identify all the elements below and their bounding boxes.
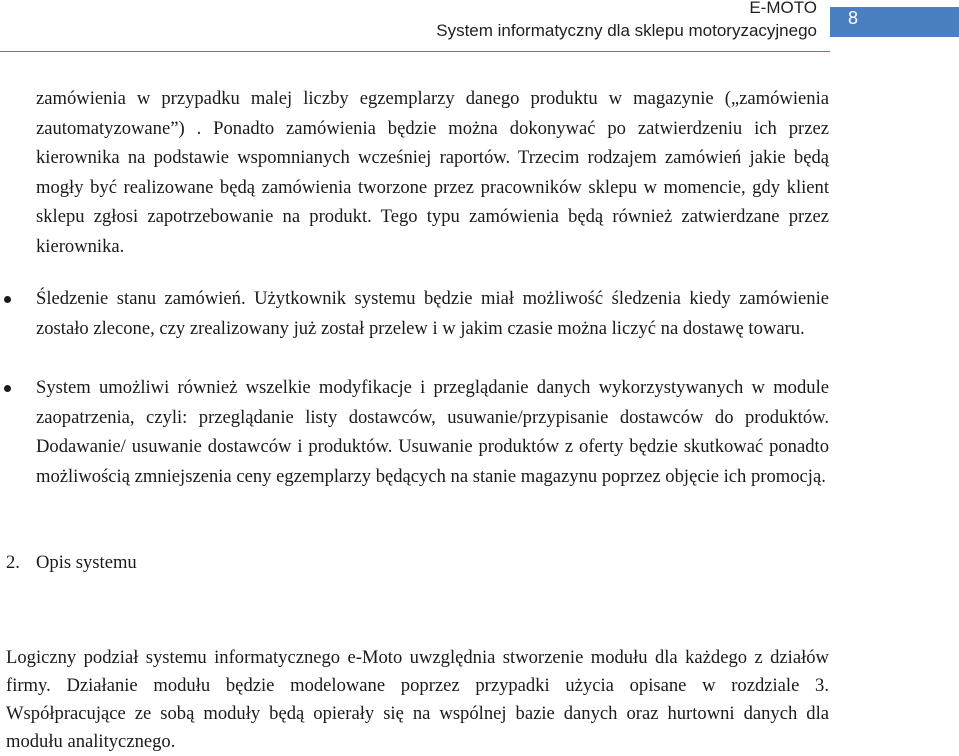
header-divider	[0, 51, 830, 52]
header-title: E-MOTO	[749, 0, 817, 17]
page-number: 8	[847, 8, 858, 28]
final-paragraph: Logiczny podział systemu informatycznego e-Moto uwzględnia stworzenie modułu dla każdego z działów firmy. Działanie modułu będzie modelowane poprzez przypadki użycia opisane w rozdziale 3. Współpracujące ze sobą moduły będą opierały się na wspólnej bazie danych oraz hurtowni danych dla modułu analitycznego.	[6, 647, 829, 752]
continuation-paragraph: zamówienia w przypadku malej liczby egzemplarzy danego produktu w magazynie („zamówienia zautomatyzowane”) . Ponadto zamówienia będzie można dokonywać po zatwierdzeniu ich przez kierownika na podstawie wspomnianych wcześniej raportów. Trzecim rodzajem zamówień jakie będą mogły być realizowane będą zamówienia tworzone przez pracowników sklepu w momencie, gdy klient sklepu zgłosi zapotrzebowanie na produkt. Tego typu zamówienia będą również zatwierdzane przez kierownika.	[36, 88, 829, 257]
section-number: 2.	[6, 552, 20, 573]
bullet-text: System umożliwi również wszelkie modyfikacje i przeglądanie danych wykorzystywanych w module zaopatrzenia, czyli: przeglądanie listy dostawców, usuwanie/przypisanie dostawców do produktów. Dodawanie/ usuwanie dostawców i produktów. Usuwanie produktów z oferty będzie skutkować ponadto możliwością zmniejszenia ceny egzemplarzy będących na stanie magazynu poprzez objęcie ich promocją.	[36, 377, 829, 487]
bullet-dot-icon	[4, 385, 11, 392]
page-header	[0, 0, 959, 60]
bullet-text: Śledzenie stanu zamówień. Użytkownik systemu będzie miał możliwość śledzenia kiedy zamówienie zostało zlecone, czy zrealizowany już został przelew i w jakim czasie można liczyć na dostawę towaru.	[36, 288, 829, 339]
header-subtitle: System informatyczny dla sklepu motoryzacyjnego	[436, 21, 817, 40]
section-title: Opis systemu	[36, 552, 137, 573]
bullet-dot-icon	[4, 296, 11, 303]
section-heading	[6, 548, 137, 578]
